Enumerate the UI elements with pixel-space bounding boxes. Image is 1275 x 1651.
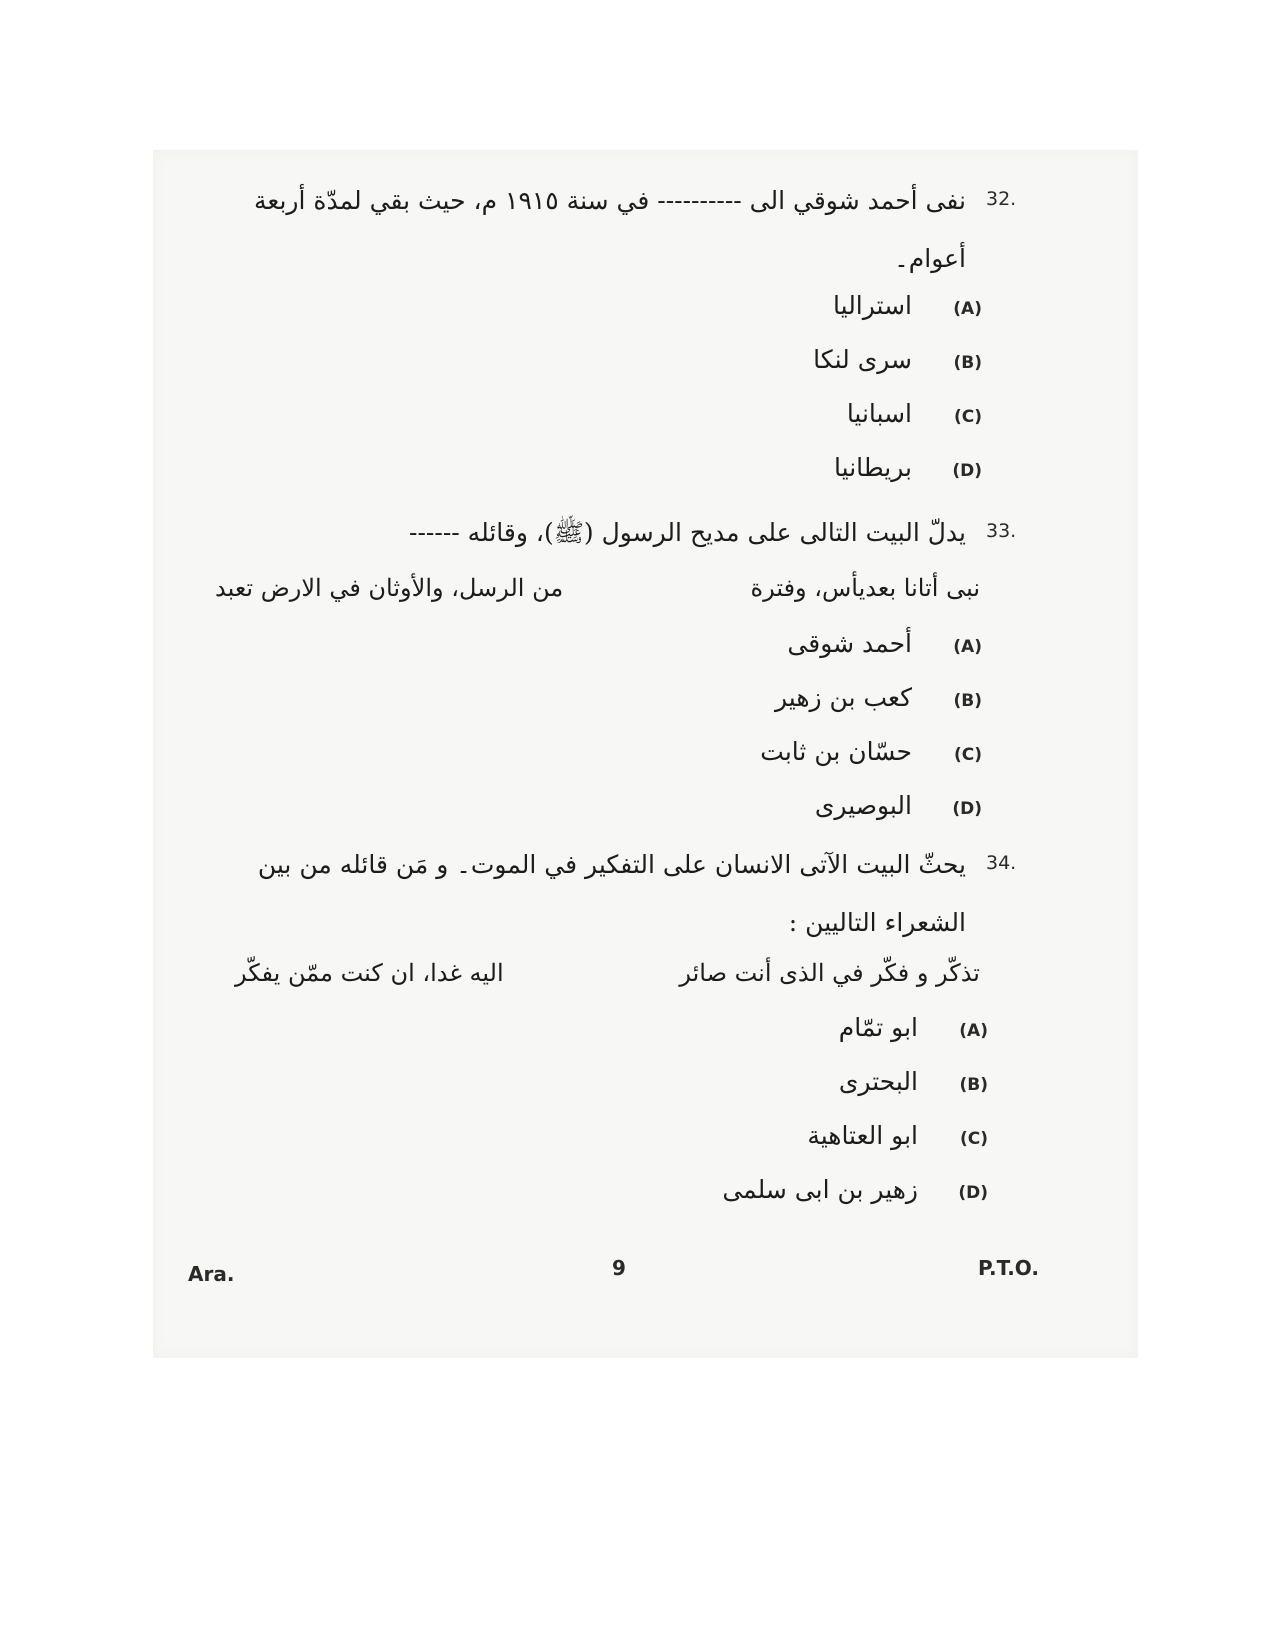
question-34-option-c: [807, 1118, 988, 1157]
option-label: (B): [953, 353, 982, 373]
question-33-option-d: [815, 788, 982, 827]
question-34-verse: [235, 955, 980, 991]
verse-second-hemistich: اليه غدا، ان كنت ممّن يفكّر: [235, 959, 504, 987]
footer-pto: P.T.O.: [978, 1256, 1039, 1280]
option-text: زهير بن ابى سلمى: [722, 1175, 918, 1204]
option-text: سرى لنكا: [813, 345, 912, 374]
option-label: (C): [953, 407, 982, 427]
question-32-number: 32.: [986, 188, 1017, 210]
verse-first-hemistich: نبى أتانا بعديأس، وفترة: [750, 574, 980, 602]
question-32-option-c: [847, 396, 982, 435]
option-label: (A): [953, 299, 982, 319]
option-text: البحترى: [838, 1067, 918, 1096]
question-33-option-c: [760, 734, 982, 773]
option-text: استراليا: [833, 291, 912, 320]
footer-subject-code: Ara.: [188, 1262, 235, 1286]
option-text: حسّان بن ثابت: [760, 737, 912, 766]
option-label: (D): [952, 461, 982, 481]
question-32-option-a: [833, 288, 982, 327]
question-32-text: نفى أحمد شوقي الى ---------- في سنة ١٩١٥ م، حيث بقي لمدّة أربعة أعوام۔: [254, 186, 966, 273]
option-text: كعب بن زهير: [775, 683, 912, 712]
question-33-number: 33.: [986, 520, 1017, 542]
question-32-option-d: [834, 450, 982, 489]
option-label: (B): [953, 691, 982, 711]
option-label: (B): [959, 1075, 988, 1095]
option-label: (C): [953, 745, 982, 765]
question-32-option-b: [813, 342, 982, 381]
option-text: ابو تمّام: [838, 1013, 918, 1042]
page-number: 9: [612, 1256, 626, 1280]
option-text: البوصيرى: [814, 791, 912, 820]
question-33-option-a: [787, 626, 982, 665]
question-34-option-a: [839, 1010, 988, 1049]
option-text: ابو العتاهية: [807, 1121, 918, 1150]
option-text: أحمد شوقى: [787, 629, 912, 658]
option-label: (A): [959, 1021, 988, 1041]
question-33-verse: [215, 570, 980, 606]
option-text: اسبانيا: [846, 399, 912, 428]
question-33-option-b: [775, 680, 982, 719]
exam-page: [153, 150, 1138, 1358]
option-label: (D): [958, 1183, 988, 1203]
option-label: (D): [952, 799, 982, 819]
verse-first-hemistich: تذكّر و فكّر في الذى أنت صائر: [679, 959, 980, 987]
question-34-option-d: [722, 1172, 988, 1211]
option-label: (A): [953, 637, 982, 657]
question-34-number: 34.: [986, 852, 1017, 874]
option-text: بريطانيا: [834, 453, 912, 482]
verse-second-hemistich: من الرسل، والأوثان في الارض تعبد: [215, 574, 564, 602]
option-label: (C): [959, 1129, 988, 1149]
question-34-text: يحثّ البيت الآتى الانسان على التفكير في الموت۔ و مَن قائله من بين الشعراء التاليين :: [257, 850, 966, 937]
question-34-option-b: [839, 1064, 988, 1103]
question-33-text: يدلّ البيت التالى على مديح الرسول (ﷺ)، وقائله ------: [409, 518, 966, 547]
